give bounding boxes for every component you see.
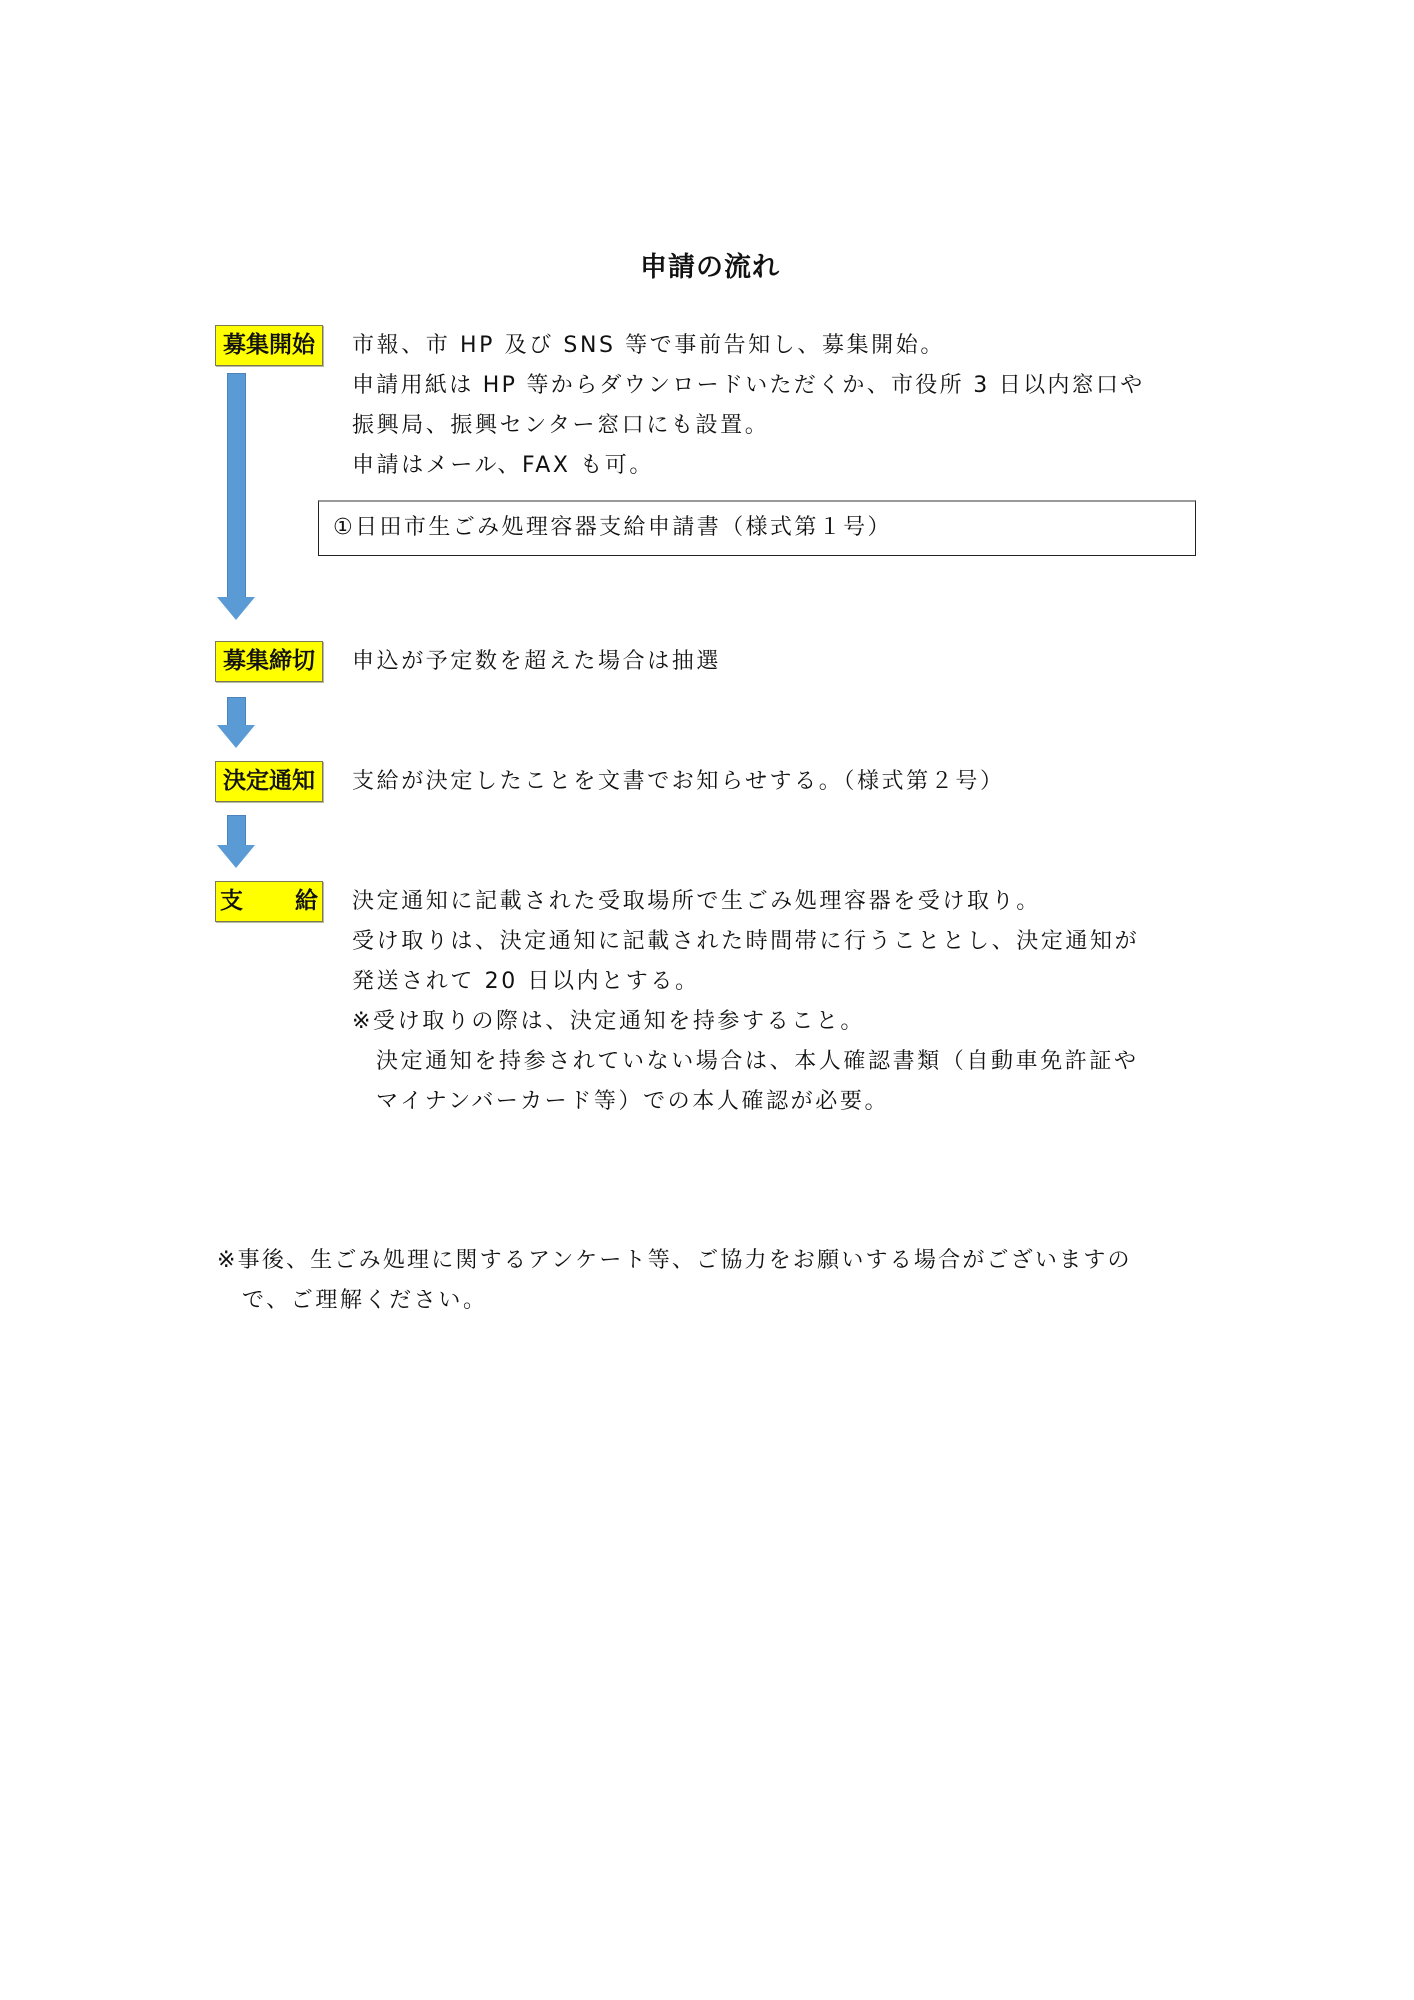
step-label-recruitment-start: 募集開始 bbox=[215, 325, 323, 366]
application-form-name: ①日田市生ごみ処理容器支給申請書（様式第１号） bbox=[333, 515, 892, 540]
arrow-shaft bbox=[227, 815, 246, 846]
arrow-head bbox=[217, 597, 255, 620]
arrow-shaft bbox=[227, 697, 246, 726]
page-title: 申請の流れ bbox=[640, 252, 780, 283]
step-label-right-char: 給 bbox=[295, 888, 318, 914]
step4-note-line: ※受け取りの際は、決定通知を持参すること。 bbox=[352, 1009, 866, 1034]
step-label-recruitment-deadline: 募集締切 bbox=[215, 641, 323, 682]
step4-note-line: マイナンバーカード等）での本人確認が必要。 bbox=[376, 1089, 890, 1114]
step3-text-line: 支給が決定したことを文書でお知らせする。（様式第２号） bbox=[352, 769, 1005, 794]
step-label-distribution bbox=[215, 881, 323, 922]
footnote-line: ※事後、生ごみ処理に関するアンケート等、ご協力をお願いする場合がございますの bbox=[217, 1248, 1132, 1273]
step4-text-line: 受け取りは、決定通知に記載された時間帯に行うこととし、決定通知が bbox=[352, 929, 1140, 954]
footnote-line: で、ご理解ください。 bbox=[242, 1288, 488, 1313]
step1-text-line: 申請はメール、FAX も可。 bbox=[352, 453, 654, 478]
application-form-box bbox=[318, 500, 1196, 556]
arrow-head bbox=[217, 845, 255, 868]
arrow-head bbox=[217, 725, 255, 748]
step2-text-line: 申込が予定数を超えた場合は抽選 bbox=[352, 649, 722, 674]
step1-text-line: 市報、市 HP 及び SNS 等で事前告知し、募集開始。 bbox=[352, 333, 945, 358]
step1-text-line: 振興局、振興センター窓口にも設置。 bbox=[352, 413, 770, 438]
step4-text-line: 発送されて 20 日以内とする。 bbox=[352, 969, 700, 994]
step1-text-line: 申請用紙は HP 等からダウンロードいただくか、市役所 3 日以内窓口や bbox=[352, 373, 1145, 398]
step-label-decision-notice: 決定通知 bbox=[215, 761, 323, 802]
step4-note-line: 決定通知を持参されていない場合は、本人確認書類（自動車免許証や bbox=[376, 1049, 1139, 1074]
step-label-left-char: 支 bbox=[220, 888, 243, 914]
step4-text-line: 決定通知に記載された受取場所で生ごみ処理容器を受け取り。 bbox=[352, 889, 1041, 914]
arrow-shaft bbox=[227, 373, 246, 598]
